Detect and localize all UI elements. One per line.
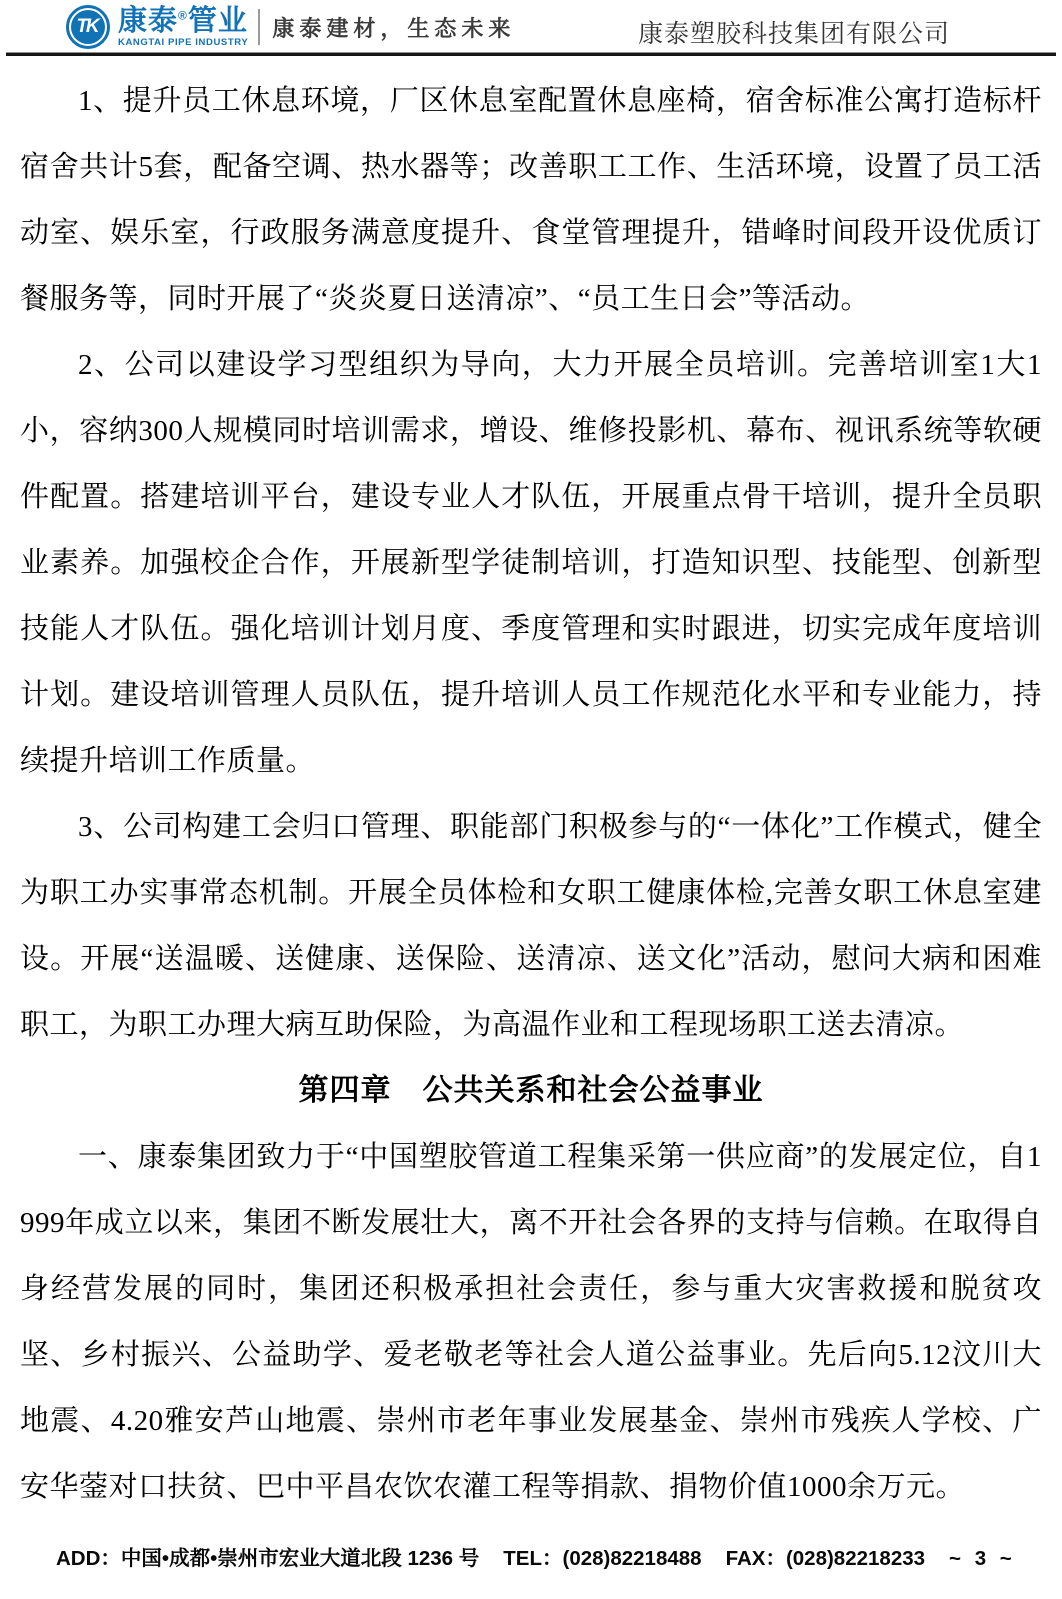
fax-label: FAX： — [725, 1547, 786, 1570]
company-tagline: 康泰建材，生态未来 — [272, 15, 516, 41]
registered-mark: ® — [178, 8, 188, 23]
brand-cn-right: 管业 — [187, 4, 248, 37]
address-label: ADD： — [56, 1547, 121, 1570]
kangtai-logo-icon — [66, 5, 110, 49]
tel-value: (028)82218488 — [562, 1547, 702, 1570]
paragraph-3: 3、公司构建工会归口管理、职能部门积极参与的“一体化”工作模式，健全为职工办实事常态机制。开展全员体检和女职工健康体检,完善女职工休息室建设。开展“送温暖、送健康、送保险、送清凉、送文化”活动，慰问大病和困难职工，为职工办理大病互助保险，为高温作业和工程现场职工送去清凉。 — [20, 811, 1042, 1041]
footer-tel — [503, 1541, 701, 1571]
chapter-heading: 第四章 公共关系和社会公益事业 — [298, 1074, 764, 1107]
brand-name-en: KANGTAI PIPE INDUSTRY — [118, 36, 249, 48]
page-number: ~ 3 ~ — [949, 1547, 1016, 1570]
page-header — [0, 0, 1062, 50]
paragraph-4: 一、康泰集团致力于“中国塑胶管道工程集采第一供应商”的发展定位，自1999年成立以来，集团不断发展壮大，离不开社会各界的支持与信赖。在取得自身经营发展的同时，集团还积极承担社会责任，参与重大灾害救援和脱贫攻坚、乡村振兴、公益助学、爱老敬老等社会人道公益事业。先后向5.12汶川大地震、4.20雅安芦山地震、崇州市老年事业发展基金、崇州市残疾人学校、广安华蓥对口扶贫、巴中平昌农饮农灌工程等捐款、捐物价值1000余万元。 — [20, 1141, 1042, 1503]
fax-value: (028)82218233 — [785, 1547, 926, 1570]
footer-fax — [726, 1541, 925, 1571]
document-body — [0, 56, 1062, 1520]
paragraph-2: 2、公司以建设学习型组织为导向，大力开展全员培训。完善培训室1大1小，容纳300人规模同时培训需求，增设、维修投影机、幕布、视讯系统等软硬件配置。搭建培训平台，建设专业人才队伍，开展重点骨干培训，提升全员职业素养。加强校企合作，开展新型学徒制培训，打造知识型、技能型、创新型技能人才队伍。强化培训计划月度、季度管理和实时跟进，切实完成年度培训计划。建设培训管理人员队伍，提升培训人员工作规范化水平和专业能力，持续提升培训工作质量。 — [20, 349, 1042, 777]
page-footer — [0, 1541, 1062, 1571]
header-divider — [258, 9, 260, 45]
address-value: 中国•成都•崇州市宏业大道北段 1236 号 — [120, 1547, 480, 1570]
company-name: 康泰塑胶科技集团有限公司 — [637, 20, 950, 48]
tel-label: TEL： — [503, 1547, 563, 1570]
brand-name-cn — [118, 4, 248, 37]
tk-monogram: TK — [71, 10, 105, 44]
footer-address — [56, 1541, 479, 1571]
paragraph-1: 1、提升员工休息环境，厂区休息室配置休息座椅，宿舍标准公寓打造标杆宿舍共计5套，配备空调、热水器等；改善职工工作、生活环境，设置了员工活动室、娱乐室，行政服务满意度提升、食堂管理提升，错峰时间段开设优质订餐服务等，同时开展了“炎炎夏日送清凉”、“员工生日会”等活动。 — [20, 85, 1042, 315]
brand-cn-left: 康泰 — [118, 4, 179, 37]
brand-text-block — [118, 4, 249, 48]
